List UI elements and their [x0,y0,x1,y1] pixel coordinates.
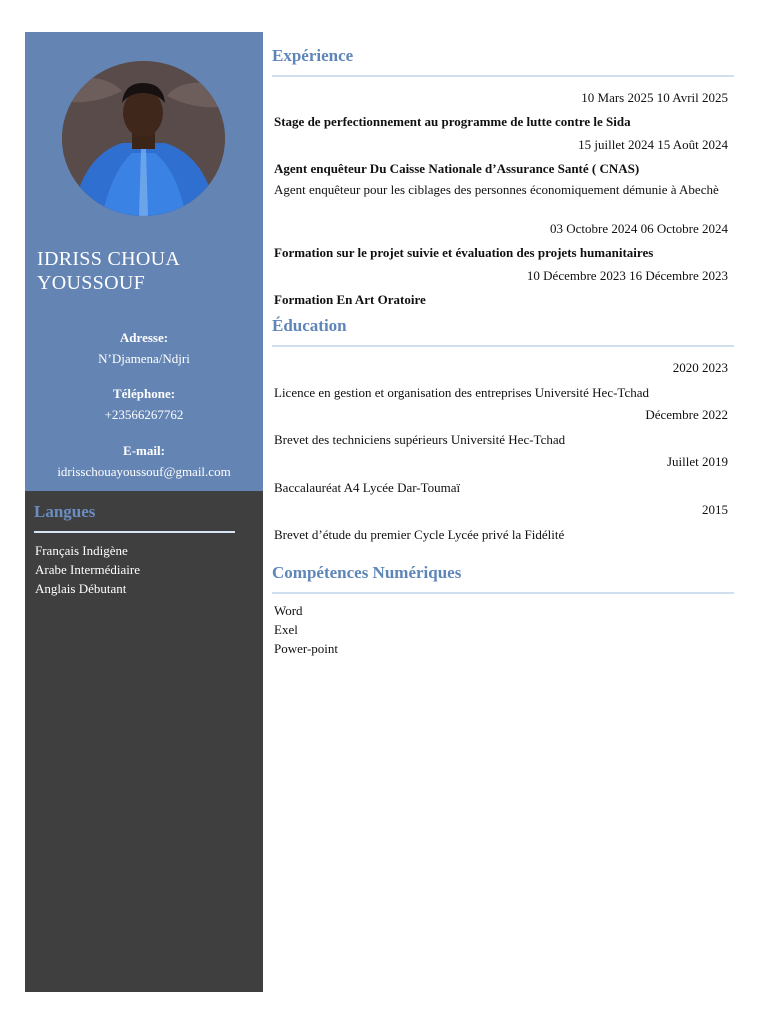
phone-block [25,386,263,423]
skill-item: Exel [274,622,298,637]
education-dates: Décembre 2022 [645,407,728,422]
education-entry: Brevet d’étude du premier Cycle Lycée privé la Fidélité [274,527,565,542]
experience-title-item: Stage de perfectionnement au programme de lutte contre le Sida [274,114,631,129]
sidebar [25,32,263,992]
skills-title: Compétences Numériques [272,563,462,582]
experience-title-item: Formation En Art Oratoire [274,292,426,307]
address-block [25,330,263,367]
experience-dates: 10 Décembre 2023 16 Décembre 2023 [526,268,728,283]
phone-value: +23566267762 [104,407,184,422]
education-entry: Brevet des techniciens supérieurs Université Hec-Tchad [274,432,566,447]
experience-title-item: Agent enquêteur Du Caisse Nationale d’Assurance Santé ( CNAS) [274,161,640,176]
education-dates: Juillet 2019 [666,454,728,469]
address-label: Adresse: [119,330,169,345]
experience-title: Expérience [272,46,354,65]
experience-title-item: Formation sur le projet suivie et évaluation des projets humanitaires [274,245,654,260]
email-value: idrisschouayoussouf@gmail.com [57,464,231,479]
education-entry: Baccalauréat A4 Lycée Dar-Toumaï [274,480,461,495]
language-item: Anglais Débutant [35,581,127,596]
experience-divider [272,75,734,77]
phone-label: Téléphone: [112,386,176,401]
languages-divider [34,531,235,533]
full-name: IDRISS CHOUA YOUSSOUF [37,248,179,294]
sidebar-profile-panel [25,32,263,491]
experience-dates: 10 Mars 2025 10 Avril 2025 [581,90,728,105]
skill-item: Power-point [274,641,339,656]
education-dates: 2015 [702,502,728,517]
experience-dates: 15 juillet 2024 15 Août 2024 [578,137,728,152]
email-block [25,443,263,480]
experience-dates: 03 Octobre 2024 06 Octobre 2024 [550,221,728,236]
languages-title: Langues [34,502,96,521]
language-item: Français Indigène [35,543,128,558]
skill-item: Word [274,603,303,618]
address-value: N’Djamena/Ndjri [98,351,190,366]
profile-photo [62,61,225,216]
email-label: E-mail: [123,443,165,458]
education-dates: 2020 2023 [672,360,728,375]
language-item: Arabe Intermédiaire [35,562,141,577]
skills-list [274,601,338,658]
languages-list [35,541,140,598]
education-title: Éducation [272,316,347,335]
skills-divider [272,592,734,594]
education-entry: Licence en gestion et organisation des entreprises Université Hec-Tchad [274,385,649,400]
experience-description: Agent enquêteur pour les ciblages des personnes économiquement démunie à Abechè [274,182,719,197]
education-divider [272,345,734,347]
